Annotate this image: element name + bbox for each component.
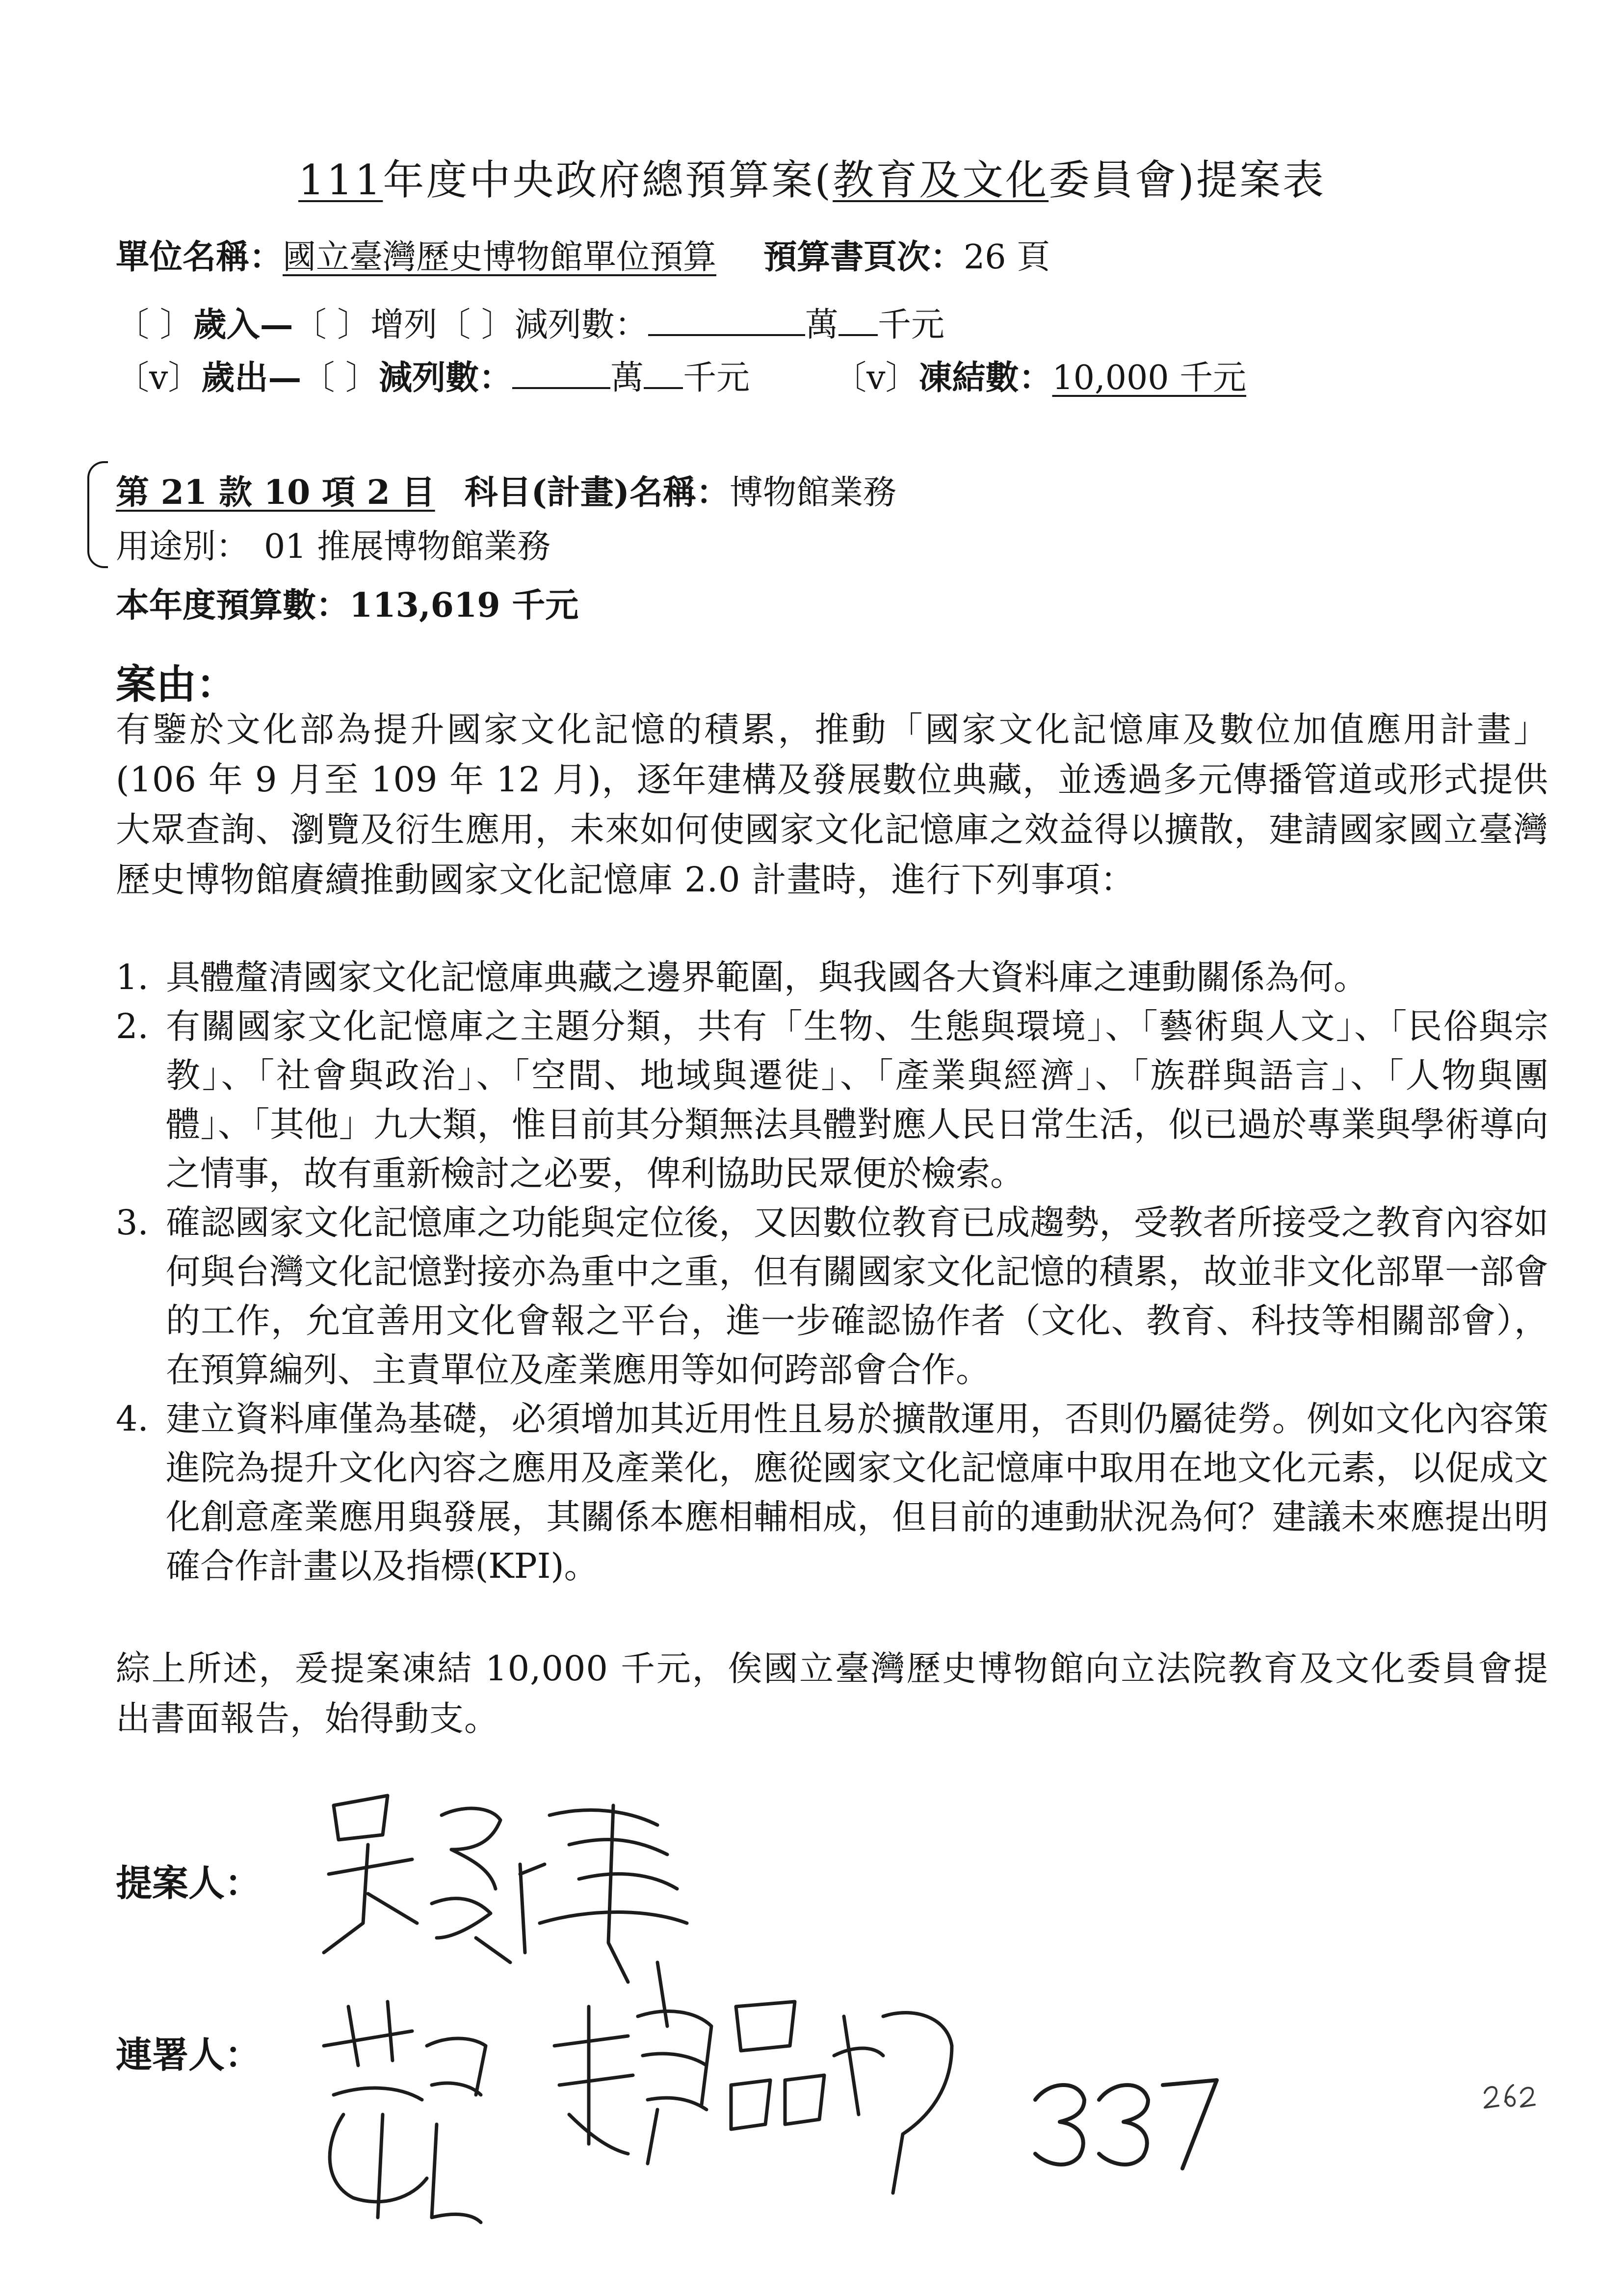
reason-item-list (116, 953, 1548, 1591)
stamp-number (1025, 2065, 1222, 2173)
reason-item (116, 1394, 1548, 1591)
reason-item-text: 有關國家文化記憶庫之主題分類，共有「生物、生態與環境」、「藝術與人文」、「民俗與宗教」、「社會與政治」、「空間、地域與遷徙」、「產業與經濟」、「族群與語言」、「人物與團體」、「其他」九大類，惟目前其分類無法具體對應人民日常生活，似已過於專業與學術導向之情事，故有重新檢討之必要，俾利協助民眾便於檢索。 (166, 1006, 1548, 1194)
revenue-box-2: 〔 〕 (293, 306, 371, 344)
freeze-value: 10,000 千元 (1052, 359, 1247, 397)
unit-line (116, 231, 1050, 278)
reason-conclusion: 綜上所述，爰提案凍結 10,000 千元，俟國立臺灣歷史博物館向立法院教育及文化委員會提出書面報告，始得動支。 (116, 1648, 1548, 1739)
reason-item-number: 1. (116, 957, 149, 997)
revenue-label: 歲入— (193, 305, 293, 344)
revenue-wan-unit: 萬 (805, 306, 838, 344)
reason-item-number: 4. (116, 1399, 149, 1439)
title-part2: 委員會)提案表 (1048, 156, 1326, 204)
expense-k-unit: 千元 (683, 359, 750, 397)
expense-k-blank (644, 358, 683, 389)
revenue-k-blank (838, 305, 878, 336)
title-committee: 教育及文化 (833, 156, 1049, 204)
corner-number (1482, 2075, 1541, 2114)
title-year: 111 (298, 156, 383, 204)
cosigner-label: 連署人： (116, 2034, 261, 2076)
revenue-box-1: 〔 〕 (116, 306, 193, 344)
revenue-line (116, 298, 944, 346)
usage-line (116, 520, 550, 568)
unit-value: 國立臺灣歷史博物館單位預算 (283, 238, 717, 277)
expense-wan-unit: 萬 (610, 359, 644, 397)
page-value: 26 頁 (964, 238, 1050, 277)
usage-value: 01 推展博物館業務 (264, 527, 551, 566)
revenue-box-3: 〔 〕 (437, 306, 515, 344)
subject-code: 第 21 款 10 項 2 目 (116, 473, 435, 512)
cosigner-signatures (314, 1987, 991, 2262)
reason-item-number: 3. (116, 1202, 149, 1243)
reason-title: 案由： (116, 661, 237, 708)
expense-label: 歲出— (201, 358, 302, 397)
reason-item (116, 1198, 1548, 1394)
freeze-box: 〔v〕 (833, 359, 919, 397)
subject-name-value: 博物館業務 (729, 473, 896, 512)
reason-item (116, 953, 1548, 1002)
expense-box-1: 〔v〕 (116, 359, 202, 397)
subject-bracket (87, 461, 108, 568)
budget-value: 113,619 千元 (349, 586, 579, 625)
expense-wan-blank (512, 358, 610, 389)
usage-label: 用途別： (116, 527, 250, 566)
revenue-wan-blank (648, 305, 805, 336)
reason-item-text: 確認國家文化記憶庫之功能與定位後，又因數位教育已成趨勢，受教者所接受之教育內容如何與台灣文化記憶對接亦為重中之重，但有關國家文化記憶的積累，故並非文化部單一部會的工作，允宜善用文化會報之平台，進一步確認協作者（文化、教育、科技等相關部會），在預算編列、主責單位及產業應用等如何跨部會合作。 (166, 1202, 1548, 1390)
reason-intro: 有鑒於文化部為提升國家文化記憶的積累，推動「國家文化記憶庫及數位加值應用計畫」(106 年 9 月至 109 年 12 月)，逐年建構及發展數位典藏，並透過多元傳播管道或形式提供大眾查詢、瀏覽及衍生應用，未來如何使國家文化記憶庫之效益得以擴散，建請國家國立臺灣歷史博物館賡續推動國家文化記憶庫 2.0 計畫時，進行下列事項： (116, 709, 1548, 900)
expense-line (116, 351, 1246, 399)
budget-line (116, 579, 578, 626)
unit-label: 單位名稱： (116, 237, 283, 277)
page-label: 預算書頁次： (763, 237, 964, 277)
freeze-label: 凍結數： (918, 358, 1052, 397)
reason-item-number: 2. (116, 1006, 149, 1046)
subject-line (116, 466, 896, 514)
reason-item-text: 具體釐清國家文化記憶庫典藏之邊界範圍，與我國各大資料庫之連動關係為何。 (166, 957, 1368, 997)
expense-box-2: 〔 〕 (301, 359, 379, 397)
revenue-reduce-label: 減列數： (514, 306, 648, 344)
revenue-increase: 增列 (370, 306, 438, 344)
subject-name-label: 科目(計畫)名稱： (464, 473, 730, 512)
reason-item (116, 1002, 1548, 1198)
proposer-label: 提案人： (116, 1862, 261, 1905)
budget-label: 本年度預算數： (116, 586, 350, 625)
expense-reduce-label: 減列數： (379, 358, 513, 397)
title-part1: 年度中央政府總預算案( (383, 156, 833, 204)
reason-item-text: 建立資料庫僅為基礎，必須增加其近用性且易於擴散運用，否則仍屬徒勞。例如文化內容策進院為提升文化內容之應用及產業化，應從國家文化記憶庫中取用在地文化元素，以促成文化創意產業應用與發展，其關係本應相輔相成，但目前的連動狀況為何？建議未來應提出明確合作計畫以及指標(KPI)。 (166, 1399, 1548, 1586)
revenue-k-unit: 千元 (877, 306, 944, 344)
document-title (0, 147, 1624, 207)
